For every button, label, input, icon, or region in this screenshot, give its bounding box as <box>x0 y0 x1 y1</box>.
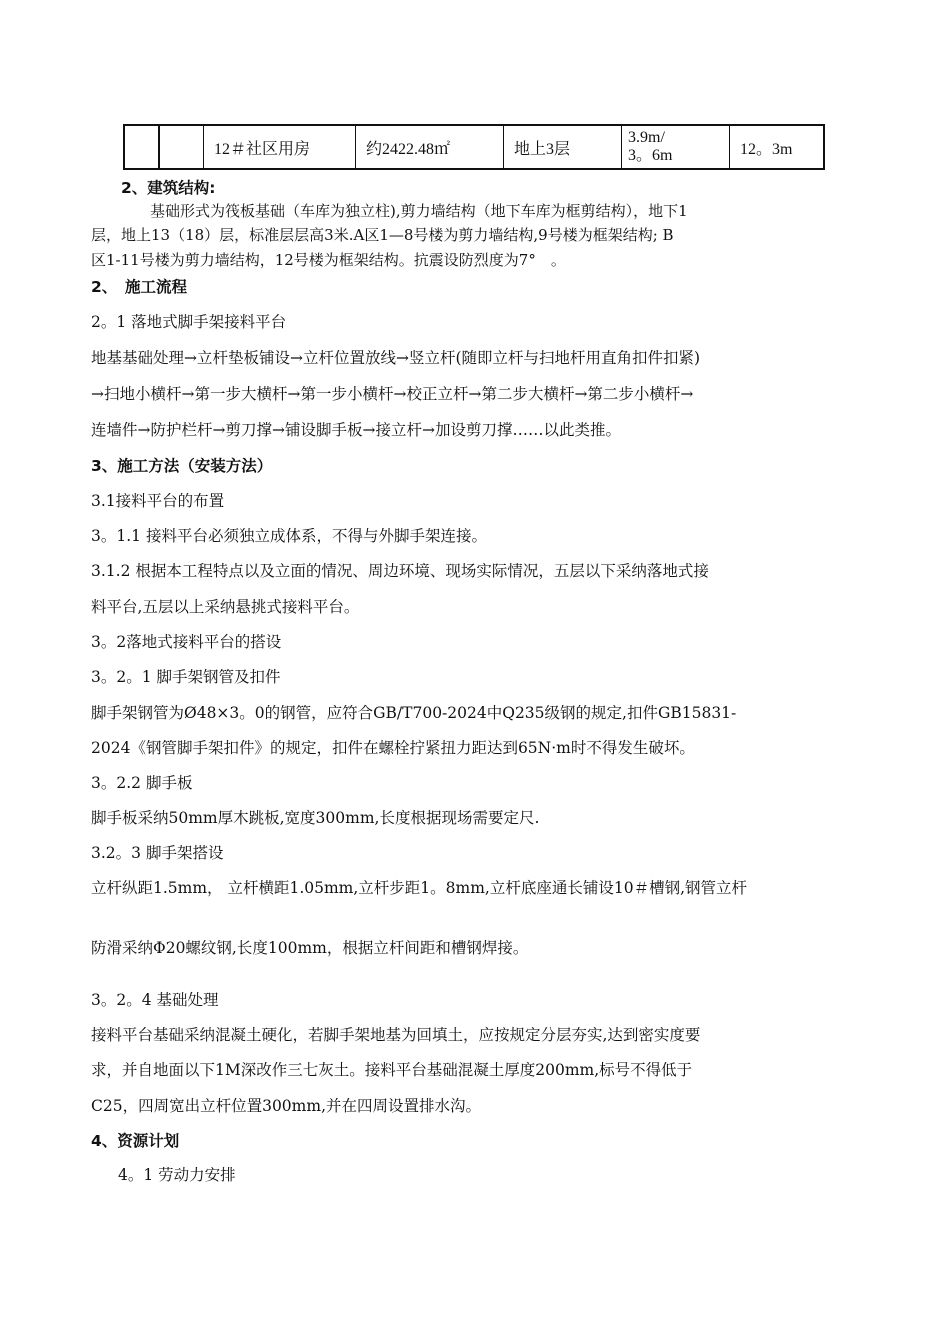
paragraph-line: 3.1.2 根据本工程特点以及立面的情况、周边环境、现场实际情况，五层以下采纳落地式接 <box>91 562 709 580</box>
paragraph-line: C25，四周宽出立杆位置300mm,并在四周设置排水沟。 <box>91 1097 481 1115</box>
paragraph-line: 2024《钢管脚手架扣件》的规定，扣件在螺栓拧紧扭力距达到65N·m时不得发生破坏。 <box>91 739 695 757</box>
floor-height-line-1: 3.9m/ <box>628 129 665 146</box>
paragraph-line: 立杆纵距1.5mm， 立杆横距1.05mm,立杆步距1。8mm,立杆底座通长铺设10＃槽钢,钢管立杆 <box>91 879 748 897</box>
subheading: 3.1接料平台的布置 <box>91 492 225 510</box>
subheading: 3。2。4 基础处理 <box>91 991 219 1009</box>
paragraph-line: 区1-11号楼为剪力墙结构，12号楼为框架结构。抗震设防烈度为7° 。 <box>91 251 566 269</box>
table-cell-floor-height <box>621 126 729 168</box>
table-cell-area: 约2422.48㎡ <box>355 126 503 168</box>
subheading: 3。2落地式接料平台的搭设 <box>91 633 282 651</box>
section-heading-structure: 2、建筑结构: <box>121 179 216 197</box>
paragraph-line: 防滑采纳Φ20螺纹钢,长度100mm，根据立杆间距和槽钢焊接。 <box>91 939 529 957</box>
subheading: 3.2。3 脚手架搭设 <box>91 844 224 862</box>
paragraph-line: 料平台,五层以上采纳悬挑式接料平台。 <box>91 598 360 616</box>
paragraph-line: 脚手板采纳50mm厚木跳板,宽度300mm,长度根据现场需要定尺. <box>91 809 540 827</box>
subheading: 3。2。1 脚手架钢管及扣件 <box>91 668 281 686</box>
paragraph-line: 层，地上13（18）层，标准层层高3米.A区1—8号楼为剪力墙结构,9号楼为框架结构; B <box>91 226 674 244</box>
table-cell-2 <box>159 126 203 168</box>
table-cell-building-name: 12＃社区用房 <box>203 126 355 168</box>
building-table-row <box>123 124 825 170</box>
paragraph-line: →扫地小横杆→第一步大横杆→第一步小横杆→校正立杆→第二步大横杆→第二步小横杆→ <box>91 385 694 403</box>
table-cell-total-height: 12。3m <box>729 126 823 168</box>
paragraph-line: 3。1.1 接料平台必须独立成体系，不得与外脚手架连接。 <box>91 527 487 545</box>
subheading: 2。1 落地式脚手架接料平台 <box>91 313 287 331</box>
subheading: 3。2.2 脚手板 <box>91 774 193 792</box>
paragraph-line: 连墙件→防护栏杆→剪刀撑→铺设脚手板→接立杆→加设剪刀撑……以此类推。 <box>91 421 621 439</box>
floor-height-line-2: 3。6m <box>628 147 673 164</box>
section-heading-resources: 4、资源计划 <box>91 1132 180 1150</box>
paragraph-line: 接料平台基础采纳混凝土硬化，若脚手架地基为回填土，应按规定分层夯实,达到密实度要 <box>91 1026 701 1044</box>
table-cell-1 <box>125 126 159 168</box>
section-heading-process: 2、 施工流程 <box>91 278 188 296</box>
paragraph-line: 脚手架钢管为Ø48×3。0的钢管，应符合GB/T700-2024中Q235级钢的规定,扣件GB15831- <box>91 704 737 722</box>
paragraph-line: 基础形式为筏板基础（车库为独立柱),剪力墙结构（地下车库为框剪结构），地下1 <box>150 202 688 220</box>
subheading: 4。1 劳动力安排 <box>118 1166 236 1184</box>
table-cell-floors: 地上3层 <box>503 126 621 168</box>
paragraph-line: 地基基础处理→立杆垫板铺设→立杆位置放线→竖立杆(随即立杆与扫地杆用直角扣件扣紧) <box>91 349 701 367</box>
section-heading-method: 3、施工方法（安装方法） <box>91 457 273 475</box>
paragraph-line: 求，并自地面以下1M深改作三七灰土。接料平台基础混凝土厚度200mm,标号不得低于 <box>91 1061 693 1079</box>
